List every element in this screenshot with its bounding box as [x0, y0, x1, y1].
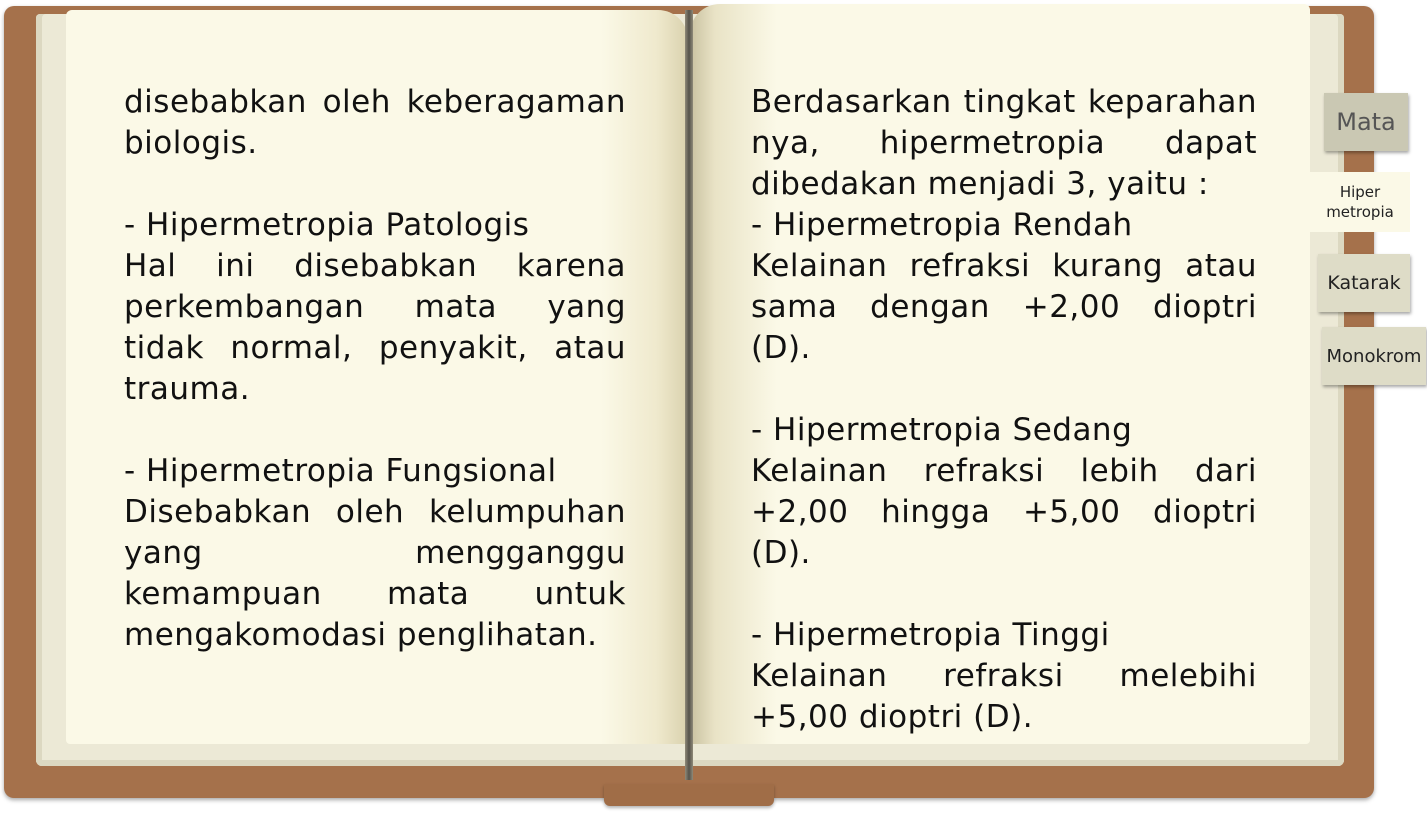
book-cover-bottom-tab	[604, 784, 774, 806]
right-heading-sedang: - Hipermetropia Sedang	[751, 412, 1133, 448]
left-page-text	[124, 82, 626, 656]
right-spacer	[751, 369, 1257, 410]
tab-mata-label: Mata	[1336, 108, 1396, 136]
right-page-text	[751, 82, 1257, 738]
right-line: Berdasarkan tingkat keparahan nya, hipermetropia dapat dibedakan menjadi 3, yaitu :	[751, 84, 1257, 202]
right-spacer	[751, 574, 1257, 615]
right-line: Kelainan refraksi kurang atau sama dengan +2,00 dioptri (D).	[751, 248, 1257, 366]
right-line: Kelainan refraksi melebihi +5,00 dioptri (D).	[751, 658, 1257, 735]
tab-hipermetropia-label-line2: metropia	[1326, 203, 1394, 221]
tab-hipermetropia-label-line1: Hiper	[1339, 183, 1381, 201]
left-line: disebabkan oleh keberagaman biologis.	[124, 84, 626, 161]
tab-hipermetropia-label	[1326, 182, 1394, 222]
book-spine	[685, 10, 693, 780]
right-line: Kelainan refraksi lebih dari +2,00 hingga +5,00 dioptri (D).	[751, 453, 1257, 571]
tab-mata[interactable]	[1324, 93, 1408, 151]
left-heading-patologis: - Hipermetropia Patologis	[124, 207, 530, 243]
tab-katarak-label: Katarak	[1327, 272, 1401, 294]
left-heading-fungsional: - Hipermetropia Fungsional	[124, 453, 557, 489]
left-spacer	[124, 410, 626, 451]
tab-monokrom[interactable]	[1322, 327, 1426, 385]
tab-katarak[interactable]	[1318, 254, 1410, 312]
right-heading-tinggi: - Hipermetropia Tinggi	[751, 617, 1110, 653]
left-line: Disebabkan oleh kelumpuhan yang mengganggu kemampuan mata untuk mengakomodasi penglihatan.	[124, 494, 626, 653]
left-line: Hal ini disebabkan karena perkembangan mata yang tidak normal, penyakit, atau trauma.	[124, 248, 626, 407]
tab-hipermetropia[interactable]	[1310, 172, 1410, 232]
tab-monokrom-label: Monokrom	[1326, 345, 1422, 367]
left-spacer	[124, 164, 626, 205]
right-heading-rendah: - Hipermetropia Rendah	[751, 207, 1133, 243]
